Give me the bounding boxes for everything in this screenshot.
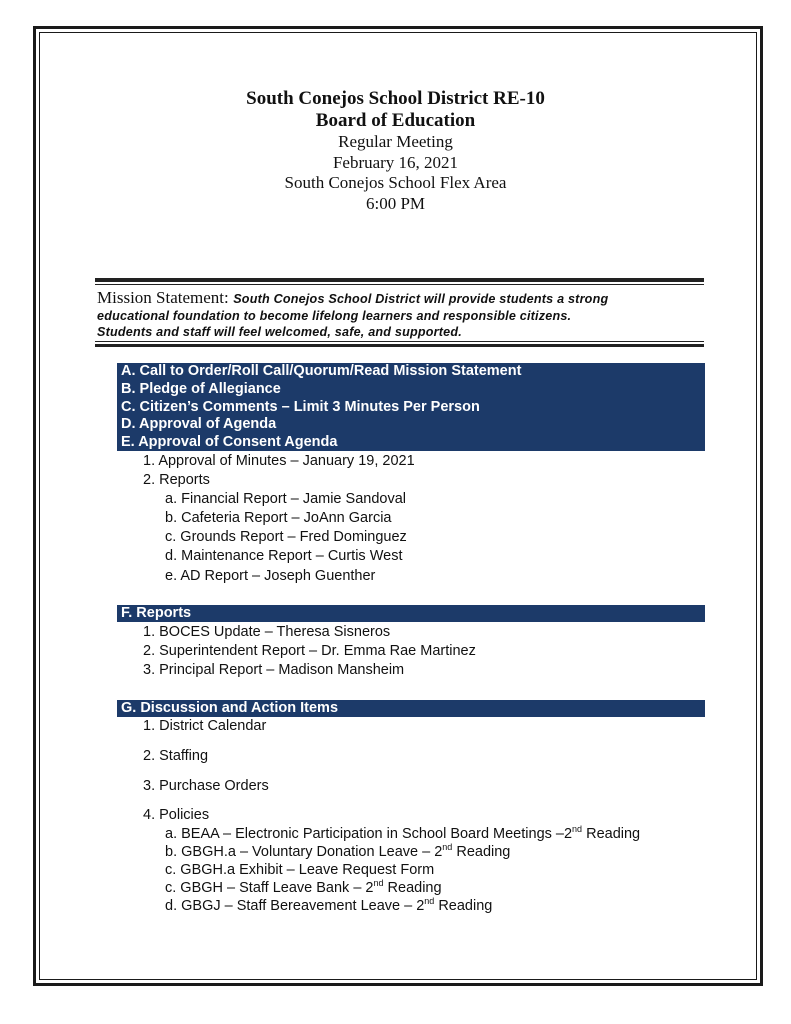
- policy-gbgh-a: [165, 843, 510, 861]
- policy-beaa-tail: Reading: [582, 826, 641, 842]
- report-ad: e. AD Report – Joseph Guenther: [165, 568, 376, 584]
- policy-gbgh-a-tail: Reading: [452, 844, 511, 860]
- policy-gbgh-a-exhibit: c. GBGH.a Exhibit – Leave Request Form: [165, 862, 435, 878]
- discussion-item-policies: 4. Policies: [143, 807, 210, 823]
- policy-beaa-text: a. BEAA – Electronic Participation in School Board Meetings –2: [165, 826, 573, 842]
- policy-gbgj-tail: Reading: [434, 898, 493, 914]
- consent-item-minutes: 1. Approval of Minutes – January 19, 2021: [143, 453, 415, 469]
- policy-beaa-sup: nd: [572, 824, 583, 835]
- divider-bottom-thin: [95, 341, 704, 342]
- policy-gbgj-sup: nd: [424, 896, 435, 907]
- consent-item-reports: 2. Reports: [143, 472, 210, 488]
- document-header: [0, 88, 791, 214]
- mission-text-line3: Students and staff will feel welcomed, safe, and supported.: [97, 325, 462, 339]
- report-cafeteria: b. Cafeteria Report – JoAnn Garcia: [165, 510, 392, 526]
- divider-top-thick: [95, 278, 704, 282]
- report-maintenance: d. Maintenance Report – Curtis West: [165, 548, 403, 564]
- discussion-item-calendar: 1. District Calendar: [143, 718, 267, 734]
- report-financial: a. Financial Report – Jamie Sandoval: [165, 491, 406, 507]
- meeting-location: South Conejos School Flex Area: [284, 173, 507, 192]
- policy-gbgh-tail: Reading: [383, 880, 442, 896]
- district-title: South Conejos School District RE-10: [246, 88, 545, 109]
- section-d-heading: D. Approval of Agenda: [121, 416, 277, 432]
- report-grounds: c. Grounds Report – Fred Dominguez: [165, 529, 407, 545]
- reports-item-superintendent: 2. Superintendent Report – Dr. Emma Rae Martinez: [143, 643, 476, 659]
- section-g-heading: G. Discussion and Action Items: [121, 700, 339, 716]
- policy-gbgj: [165, 897, 492, 915]
- board-title: Board of Education: [315, 110, 476, 131]
- section-b-heading: B. Pledge of Allegiance: [121, 381, 281, 397]
- section-e-heading: E. Approval of Consent Agenda: [121, 434, 338, 450]
- section-bar-f: [117, 605, 705, 622]
- meeting-time: 6:00 PM: [365, 193, 426, 213]
- policy-gbgh: [165, 879, 442, 897]
- policy-gbgh-a-text: b. GBGH.a – Voluntary Donation Leave – 2: [165, 844, 443, 860]
- policy-beaa: [165, 825, 640, 843]
- meeting-type: Regular Meeting: [338, 132, 453, 151]
- policy-gbgh-sup: nd: [373, 878, 384, 889]
- divider-bottom-thick: [95, 344, 704, 347]
- mission-statement: [97, 288, 707, 340]
- divider-top-thin: [95, 284, 704, 285]
- discussion-item-purchase-orders: 3. Purchase Orders: [143, 778, 269, 794]
- meeting-date: February 16, 2021: [332, 152, 459, 172]
- reports-item-principal: 3. Principal Report – Madison Mansheim: [143, 662, 405, 678]
- mission-text-line2: educational foundation to become lifelong learners and responsible citizens.: [97, 309, 572, 323]
- policy-gbgh-text: c. GBGH – Staff Leave Bank – 2: [165, 880, 374, 896]
- section-c-heading: C. Citizen’s Comments – Limit 3 Minutes Per Person: [121, 399, 480, 415]
- reports-item-boces: 1. BOCES Update – Theresa Sisneros: [143, 624, 391, 640]
- policy-gbgj-text: d. GBGJ – Staff Bereavement Leave – 2: [165, 898, 425, 914]
- policy-gbgh-a-sup: nd: [442, 842, 453, 853]
- discussion-item-staffing: 2. Staffing: [143, 748, 209, 764]
- section-a-heading: A. Call to Order/Roll Call/Quorum/Read Mission Statement: [121, 363, 522, 379]
- mission-label: Mission Statement:: [97, 288, 229, 307]
- mission-text-line1: South Conejos School District will provide students a strong: [233, 292, 609, 306]
- section-f-heading: F. Reports: [121, 605, 192, 621]
